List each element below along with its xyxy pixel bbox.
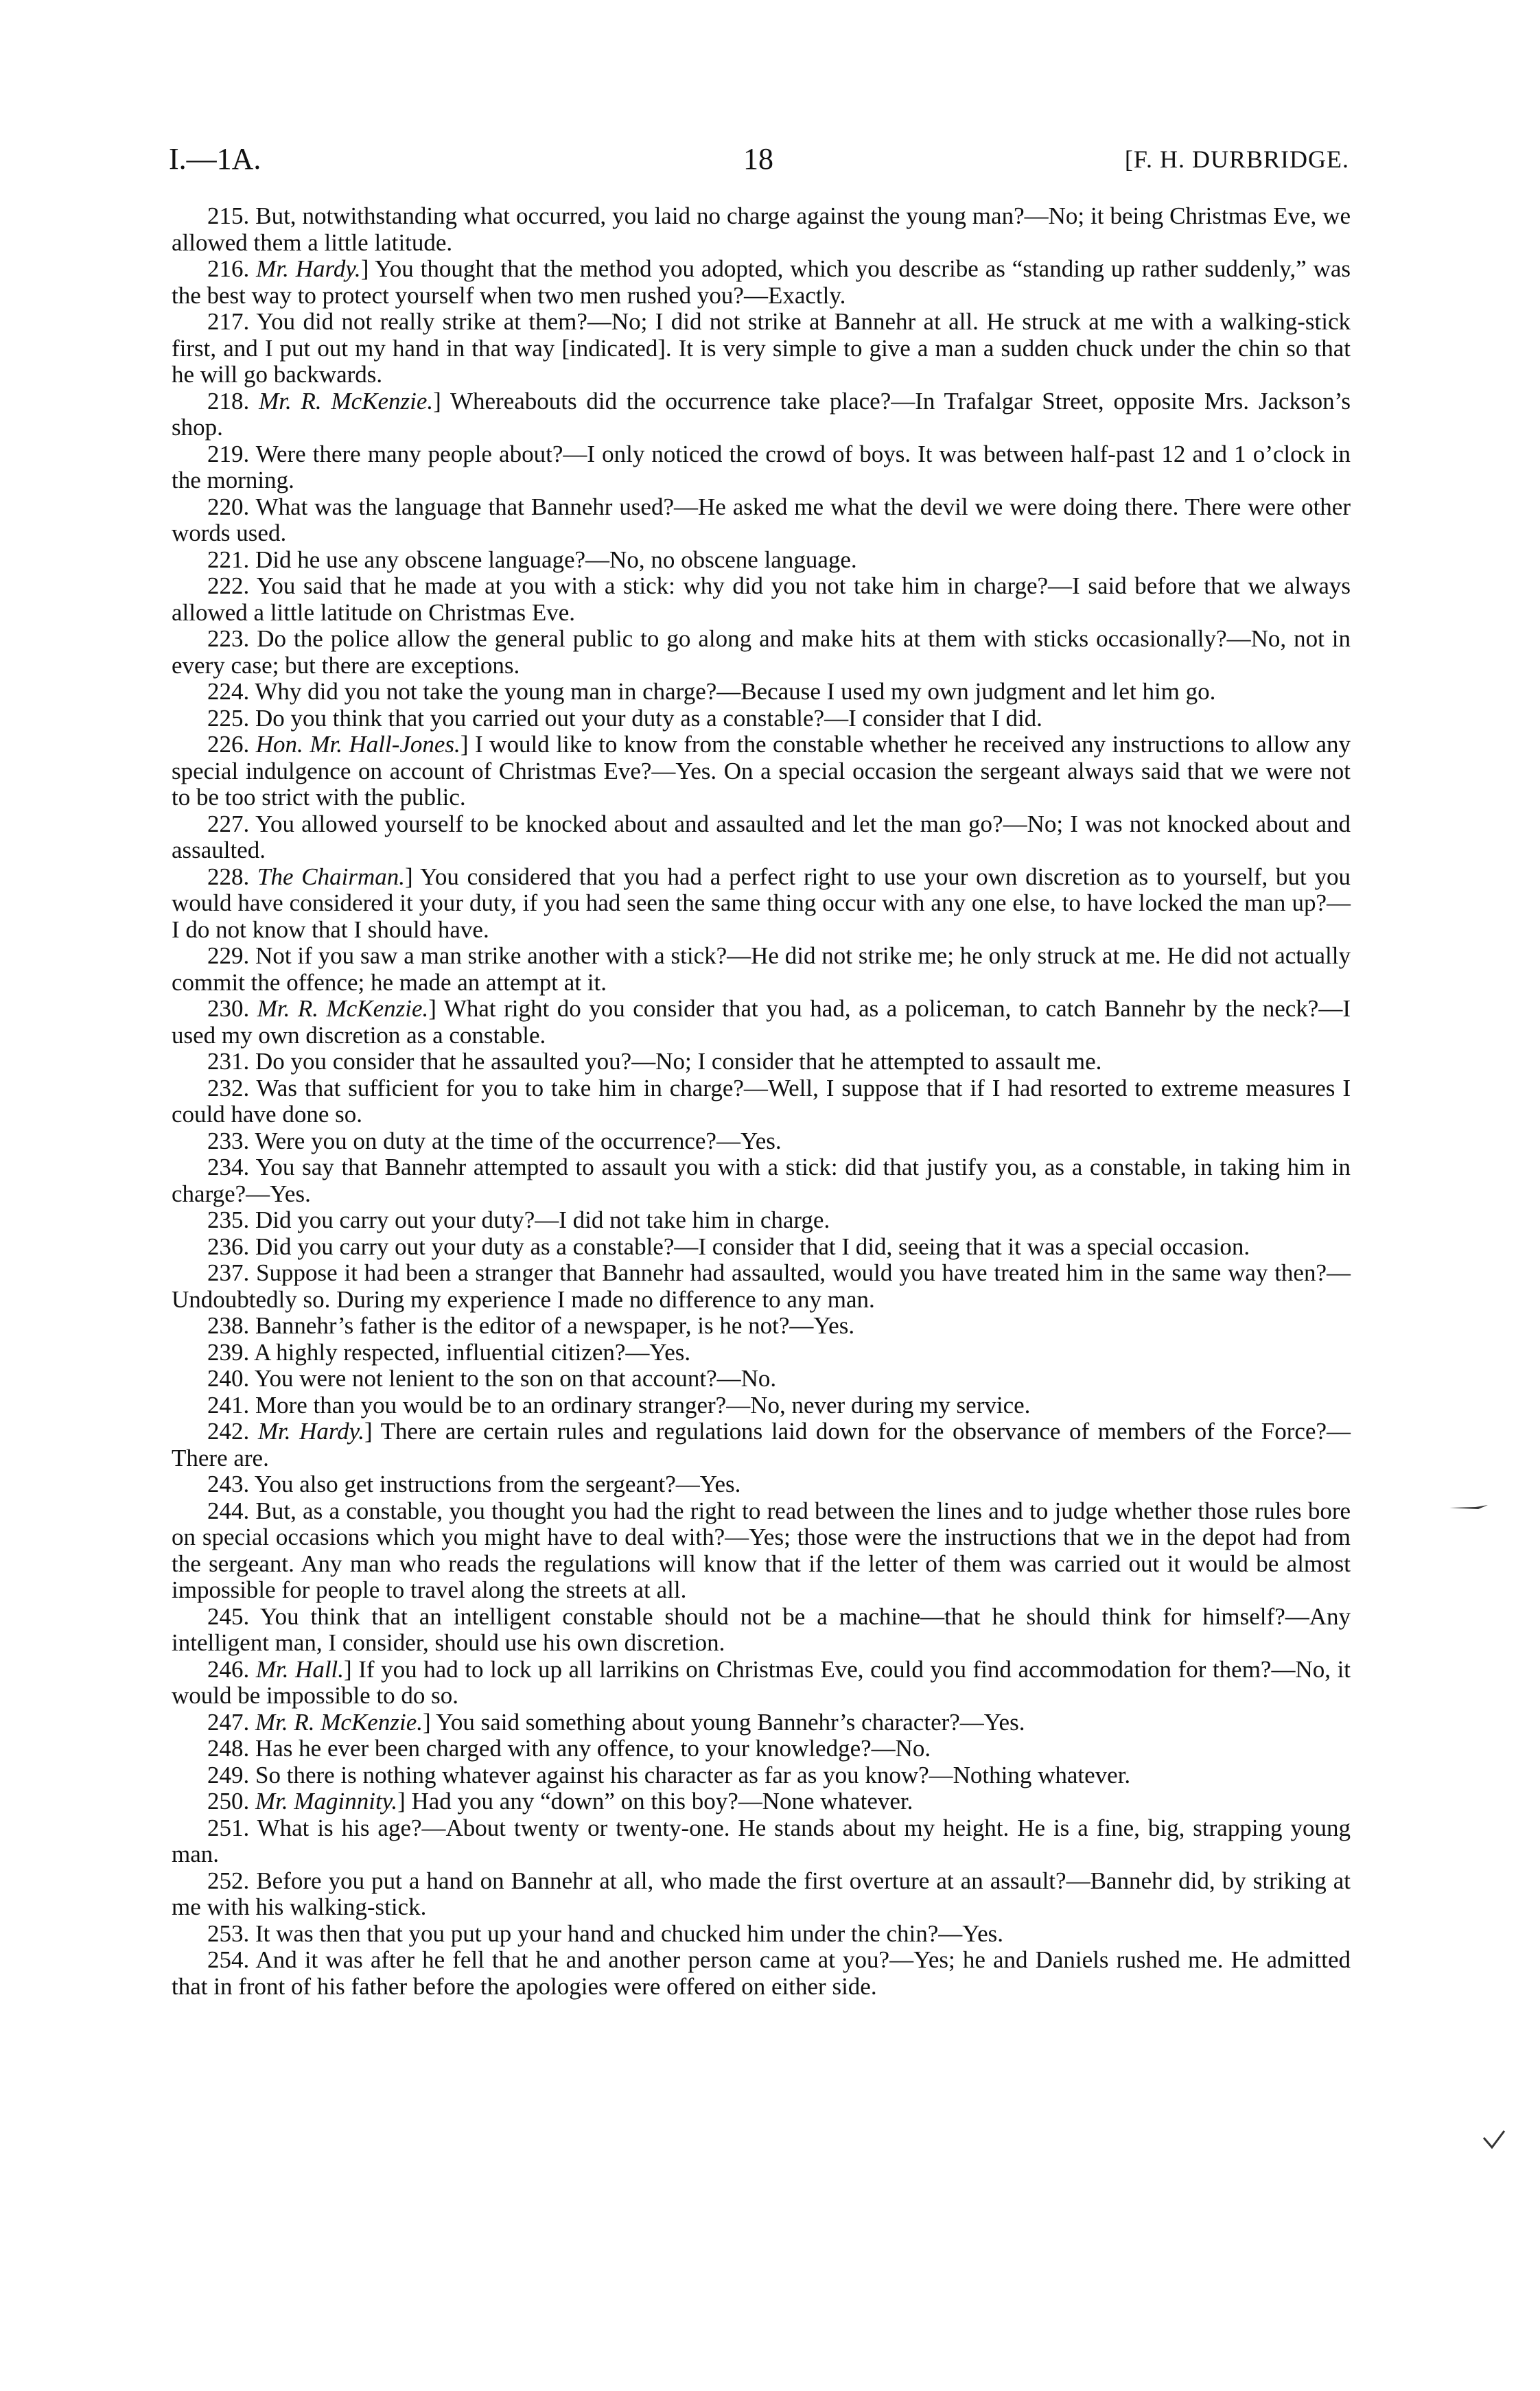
question-text: A highly respected, influential citizen?—Yes. [254,1338,691,1366]
question-number: 223. [207,625,250,652]
question-text: Do you think that you carried out your duty as a constable?—I consider that I did. [255,704,1042,732]
question-number: 253. [207,1920,250,1947]
question-paragraph [172,705,1351,732]
question-number: 238. [207,1312,250,1339]
question-paragraph [172,1921,1351,1948]
question-paragraph: 218. Mr. R. McKenzie.] Whereabouts did the occurrence take place?—In Trafalgar Street, opposite Mrs. Jackson’s shop. [172,387,1351,441]
speaker-name: Hon. Mr. Hall-Jones. [255,731,460,758]
question-paragraph: 226. Hon. Mr. Hall-Jones.] I would like to know from the constable whether he received any instructions to allow any special indulgence on account of Christmas Eve?—Yes. On a special occasion the sergeant always said that we were not to be too strict with the public. [172,731,1351,810]
question-paragraph [172,573,1351,626]
margin-check-mark [1482,2127,1503,2148]
question-text: Do the police allow the general public to go along and make hits at them with sticks occasionally?—No, not in every case; but there are exceptions. [172,625,1351,679]
question-text: You said something about young Bannehr’s character?—Yes. [436,1708,1025,1736]
question-paragraph [172,309,1351,388]
question-number: 217. [207,308,250,335]
question-text: Did you carry out your duty?—I did not take him in charge. [255,1206,830,1233]
question-text: You did not really strike at them?—No; I did not strike at Bannehr at all. He struck at me with a walking-stick first, and I put out my hand in that way [indicated]. It is very simple to give a man a sudden chuck under the chin so that he will go backwards. [172,308,1351,388]
testimony-body [172,203,1351,2000]
question-number: 248. [207,1735,250,1762]
question-text: Why did you not take the young man in charge?—Because I used my own judgment and let him go. [255,678,1216,705]
question-number: 241. [207,1391,250,1419]
question-number: 239. [207,1338,250,1366]
question-text: You thought that the method you adopted, which you describe as “standing up rather suddenly,” was the best way to protect yourself when two men rushed you?—Exactly. [172,255,1351,309]
question-paragraph [172,811,1351,864]
question-paragraph: 246. Mr. Hall.] If you had to lock up all larrikins on Christmas Eve, could you find accommodation for them?—No, it would be impossible to do so. [172,1655,1351,1709]
question-number: 228. [207,863,250,890]
question-text: Did you carry out your duty as a constable?—I consider that I did, seeing that it was a special occasion. [255,1233,1250,1260]
question-paragraph [172,441,1351,494]
speaker-name: The Chairman. [257,863,405,890]
page-header [169,139,1349,180]
question-number: 252. [207,1867,250,1894]
question-number: 250. [207,1788,250,1815]
question-paragraph: 216. Mr. Hardy.] You thought that the method you adopted, which you describe as “standing up rather suddenly,” was the best way to protect yourself when two men rushed you?—Exactly. [172,255,1351,309]
question-number: 249. [207,1761,250,1788]
question-paragraph [172,1868,1351,1921]
question-paragraph: 230. Mr. R. McKenzie.] What right do you consider that you had, as a policeman, to catch Bannehr by the neck?—I used my own discretion as a constable. [172,995,1351,1049]
speaker-name: Mr. Hall. [255,1655,345,1683]
question-paragraph [172,203,1351,256]
question-number: 235. [207,1206,250,1233]
section-reference: I.—1A. [169,142,261,176]
question-number: 246. [207,1655,250,1683]
question-paragraph [172,1128,1351,1155]
question-number: 221. [207,546,250,573]
question-text: More than you would be to an ordinary stranger?—No, never during my service. [255,1391,1031,1419]
question-text: There are certain rules and regulations laid down for the observance of members of the Force?—There are. [172,1418,1351,1471]
question-paragraph [172,1049,1351,1075]
question-paragraph [172,1207,1351,1234]
question-number: 243. [207,1471,250,1497]
speaker-name: Mr. R. McKenzie. [257,995,429,1022]
question-number: 240. [207,1365,250,1392]
question-text: Were there many people about?—I only noticed the crowd of boys. It was between half-past 12 and 1 o’clock in the morning. [172,440,1351,493]
question-paragraph [172,1075,1351,1128]
question-paragraph [172,1313,1351,1340]
question-text: You think that an intelligent constable should not be a machine—that he should think for himself?—Any intelligent man, I consider, should use his own discretion. [172,1602,1351,1656]
page-number: 18 [743,142,773,176]
question-number: 215. [207,202,250,229]
question-number: 233. [207,1127,250,1154]
question-paragraph: 242. Mr. Hardy.] There are certain rules and regulations laid down for the observance of members of the Force?—There are. [172,1418,1351,1471]
question-text: Did he use any obscene language?—No, no obscene language. [255,546,857,573]
question-paragraph [172,1815,1351,1868]
question-paragraph [172,679,1351,705]
question-text: It was then that you put up your hand and chucked him under the chin?—Yes. [255,1920,1003,1947]
question-text: You also get instructions from the sergeant?—Yes. [254,1471,741,1497]
margin-stroke-mark [1448,1489,1489,1496]
question-paragraph: 250. Mr. Maginnity.] Had you any “down” on this boy?—None whatever. [207,1788,913,1815]
question-text: What was the language that Bannehr used?—He asked me what the devil we were doing there. There were other words used. [172,493,1351,546]
question-number: 244. [207,1497,250,1524]
question-paragraph [172,1260,1351,1313]
question-text: Whereabouts did the occurrence take place?—In Trafalgar Street, opposite Mrs. Jackson’s shop. [172,387,1351,441]
question-number: 219. [207,440,250,467]
question-text: But, notwithstanding what occurred, you laid no charge against the young man?—No; it being Christmas Eve, we allowed them a little latitude. [172,202,1351,256]
question-paragraph [172,1947,1351,2000]
question-text: You say that Bannehr attempted to assault you with a stick: did that justify you, as a constable, in taking him in charge?—Yes. [172,1154,1351,1207]
question-number: 224. [207,678,250,705]
question-number: 242. [207,1418,250,1445]
question-paragraph [172,1604,1351,1657]
question-number: 226. [207,731,250,758]
question-number: 232. [207,1074,250,1101]
question-number: 237. [207,1259,250,1286]
question-number: 254. [207,1946,250,1973]
question-paragraph [172,494,1351,547]
question-text: I would like to know from the constable whether he received any instructions to allow any special indulgence on account of Christmas Eve?—Yes. On a special occasion the sergeant always said that we were not to be too strict with the public. [172,731,1351,810]
question-paragraph: 247. Mr. R. McKenzie.] You said something about young Bannehr’s character?—Yes. [207,1708,1025,1736]
question-paragraph [172,943,1351,996]
question-number: 231. [207,1048,250,1075]
question-number: 229. [207,942,250,969]
question-number: 218. [207,387,250,415]
question-text: Had you any “down” on this boy?—None whatever. [411,1788,913,1815]
question-text: If you had to lock up all larrikins on Christmas Eve, could you find accommodation for them?—No, it would be impossible to do so. [172,1655,1351,1709]
question-text: But, as a constable, you thought you had the right to read between the lines and to judge whether those rules bore on special occasions which you might have to deal with?—Yes; those were the instructions that we in the depot had from the sergeant. Any man who reads the regulations will know that if the letter of them was carried out it would be almost impossible for people to travel along the streets at all. [172,1497,1351,1603]
question-number: 236. [207,1233,250,1260]
question-text: Bannehr’s father is the editor of a newspaper, is he not?—Yes. [255,1312,855,1339]
question-text: So there is nothing whatever against his character as far as you know?—Nothing whatever. [255,1761,1131,1788]
question-number: 216. [207,255,250,282]
question-text: Was that sufficient for you to take him in charge?—Well, I suppose that if I had resorted to extreme measures I could have done so. [172,1074,1351,1128]
question-text: Has he ever been charged with any offence, to your knowledge?—No. [255,1735,931,1762]
question-paragraph [172,547,1351,574]
question-text: And it was after he fell that he and another person came at you?—Yes; he and Daniels rushed me. He admitted that in front of his father before the apologies were offered on either side. [172,1946,1351,2000]
question-paragraph [172,1392,1351,1419]
question-paragraph [172,1366,1351,1392]
question-text: Not if you saw a man strike another with a stick?—He did not strike me; he only struck at me. He did not actually commit the offence; he made an attempt at it. [172,942,1351,996]
question-text: Before you put a hand on Bannehr at all, who made the first overture at an assault?—Bannehr did, by striking at me with his walking-stick. [172,1867,1351,1920]
question-paragraph [172,1471,1351,1498]
question-paragraph [172,626,1351,679]
question-paragraph: 228. The Chairman.] You considered that you had a perfect right to use your own discretion as to yourself, but you would have considered it your duty, if you had seen the same thing occur with any one else, to have locked the man up?—I do not know that I should have. [172,863,1351,943]
question-number: 225. [207,704,250,732]
speaker-name: Mr. Hardy. [256,255,361,282]
question-number: 222. [207,572,250,599]
question-text: You considered that you had a perfect right to use your own discretion as to yourself, but you would have considered it your duty, if you had seen the same thing occur with any one else, to have locked the man up?—I do not know that I should have. [172,863,1351,943]
question-text: What right do you consider that you had, as a policeman, to catch Bannehr by the neck?—I used my own discretion as a constable. [172,995,1351,1049]
question-text: What is his age?—About twenty or twenty-one. He stands about my height. He is a fine, big, strapping young man. [172,1814,1351,1867]
speaker-name: Mr. R. McKenzie. [259,387,434,415]
question-number: 234. [207,1154,250,1180]
question-text: You were not lenient to the son on that account?—No. [254,1365,777,1392]
speaker-name: Mr. R. McKenzie. [255,1708,423,1736]
question-paragraph [172,1234,1351,1261]
question-number: 220. [207,493,250,520]
question-text: Were you on duty at the time of the occurrence?—Yes. [255,1127,782,1154]
question-text: You allowed yourself to be knocked about and assaulted and let the man go?—No; I was not knocked about and assaulted. [172,810,1351,863]
question-text: You said that he made at you with a stick: why did you not take him in charge?—I said before that we always allowed a little latitude on Christmas Eve. [172,572,1351,626]
question-text: Suppose it had been a stranger that Bannehr had assaulted, would you have treated him in the same way then?—Undoubtedly so. During my experience I made no difference to any man. [172,1259,1351,1313]
question-paragraph [172,1154,1351,1207]
question-paragraph [172,1762,1351,1789]
speaker-name: Mr. Maginnity. [255,1788,398,1815]
question-text: Do you consider that he assaulted you?—No; I consider that he attempted to assault me. [255,1048,1102,1075]
speaker-name: Mr. Hardy. [257,1418,365,1445]
question-number: 247. [207,1708,250,1736]
question-number: 251. [207,1814,250,1841]
question-number: 245. [207,1602,250,1630]
question-paragraph [172,1498,1351,1604]
question-paragraph [172,1340,1351,1366]
question-paragraph [172,1736,1351,1762]
question-number: 227. [207,810,250,837]
witness-name: [F. H. DURBRIDGE. [1124,145,1349,173]
question-number: 230. [207,995,250,1022]
